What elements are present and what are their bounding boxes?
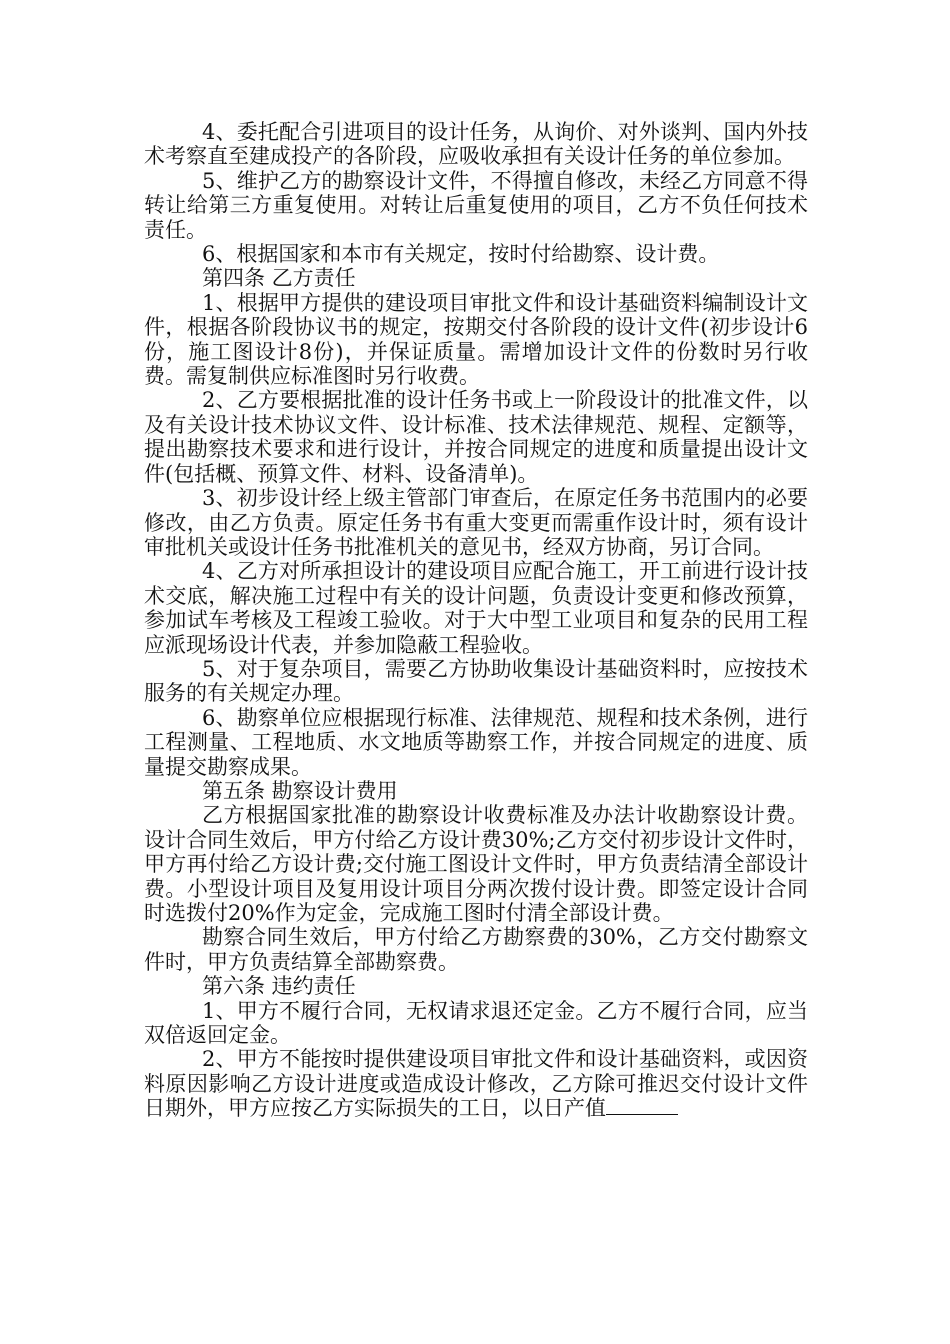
clause-paragraph: 乙方根据国家批准的勘察设计收费标准及办法计收勘察设计费。设计合同生效后，甲方付给乙方设计费30%;乙方交付初步设计文件时，甲方再付给乙方设计费;交付施工图设计文件时，甲方负责结清全部设计费。小型设计项目及复用设计项目分两次拨付设计费。即签定设计合同时选拨付20%作为定金，完成施工图时付清全部设计费。 — [144, 803, 808, 925]
clause-paragraph: 4、乙方对所承担设计的建设项目应配合施工，开工前进行设计技术交底，解决施工过程中有关的设计问题，负责设计变更和修改预算，参加试车考核及工程竣工验收。对于大中型工业项目和复杂的民用工程应派现场设计代表，并参加隐蔽工程验收。 — [144, 559, 808, 657]
clause-paragraph: 4、委托配合引进项目的设计任务，从询价、对外谈判、国内外技术考察直至建成投产的各阶段，应吸收承担有关设计任务的单位参加。 — [144, 120, 808, 169]
clause-paragraph: 6、勘察单位应根据现行标准、法律规范、规程和技术条例，进行工程测量、工程地质、水文地质等勘察工作，并按合同规定的进度、质量提交勘察成果。 — [144, 705, 808, 779]
clause-paragraph: 勘察合同生效后，甲方付给乙方勘察费的30%，乙方交付勘察文件时，甲方负责结算全部勘察费。 — [144, 925, 808, 974]
contract-page — [144, 120, 808, 1121]
article-heading: 第六条 违约责任 — [202, 974, 356, 999]
article-heading: 第四条 乙方责任 — [202, 266, 356, 291]
clause-paragraph: 1、根据甲方提供的建设项目审批文件和设计基础资料编制设计文件，根据各阶段协议书的规定，按期交付各阶段的设计文件(初步设计6份，施工图设计8份)，并保证质量。需增加设计文件的份数时另行收费。需复制供应标准图时另行收费。 — [144, 290, 808, 389]
clause-paragraph: 2、乙方要根据批准的设计任务书或上一阶段设计的批准文件，以及有关设计技术协议文件、设计标准、技术法律规范、规程、定额等，提出勘察技术要求和进行设计，并按合同规定的进度和质量提出设计文件(包括概、预算文件、材料、设备清单)。 — [144, 388, 808, 486]
clause-paragraph-last — [144, 1047, 808, 1120]
clause-paragraph: 5、维护乙方的勘察设计文件，不得擅自修改，未经乙方同意不得转让给第三方重复使用。对转让后重复使用的项目，乙方不负任何技术责任。 — [144, 168, 808, 242]
clause-paragraph: 5、对于复杂项目，需要乙方协助收集设计基础资料时，应按技术服务的有关规定办理。 — [144, 656, 808, 706]
fill-in-blank — [606, 1096, 678, 1115]
clause-paragraph: 1、甲方不履行合同，无权请求退还定金。乙方不履行合同，应当双倍返回定金。 — [144, 998, 808, 1048]
clause-paragraph: 3、初步设计经上级主管部门审查后，在原定任务书范围内的必要修改，由乙方负责。原定任务书有重大变更而需重作设计时，须有设计审批机关或设计任务书批准机关的意见书，经双方协商，另订合同。 — [144, 486, 808, 559]
clause-paragraph: 6、根据国家和本市有关规定，按时付给勘察、设计费。 — [202, 242, 720, 267]
article-heading: 第五条 勘察设计费用 — [202, 778, 398, 803]
clause-text: 2、甲方不能按时提供建设项目审批文件和设计基础资料，或因资料原因影响乙方设计进度或造成设计修改，乙方除可推迟交付设计文件日期外，甲方应按乙方实际损失的工日，以日产值 — [144, 1047, 808, 1121]
